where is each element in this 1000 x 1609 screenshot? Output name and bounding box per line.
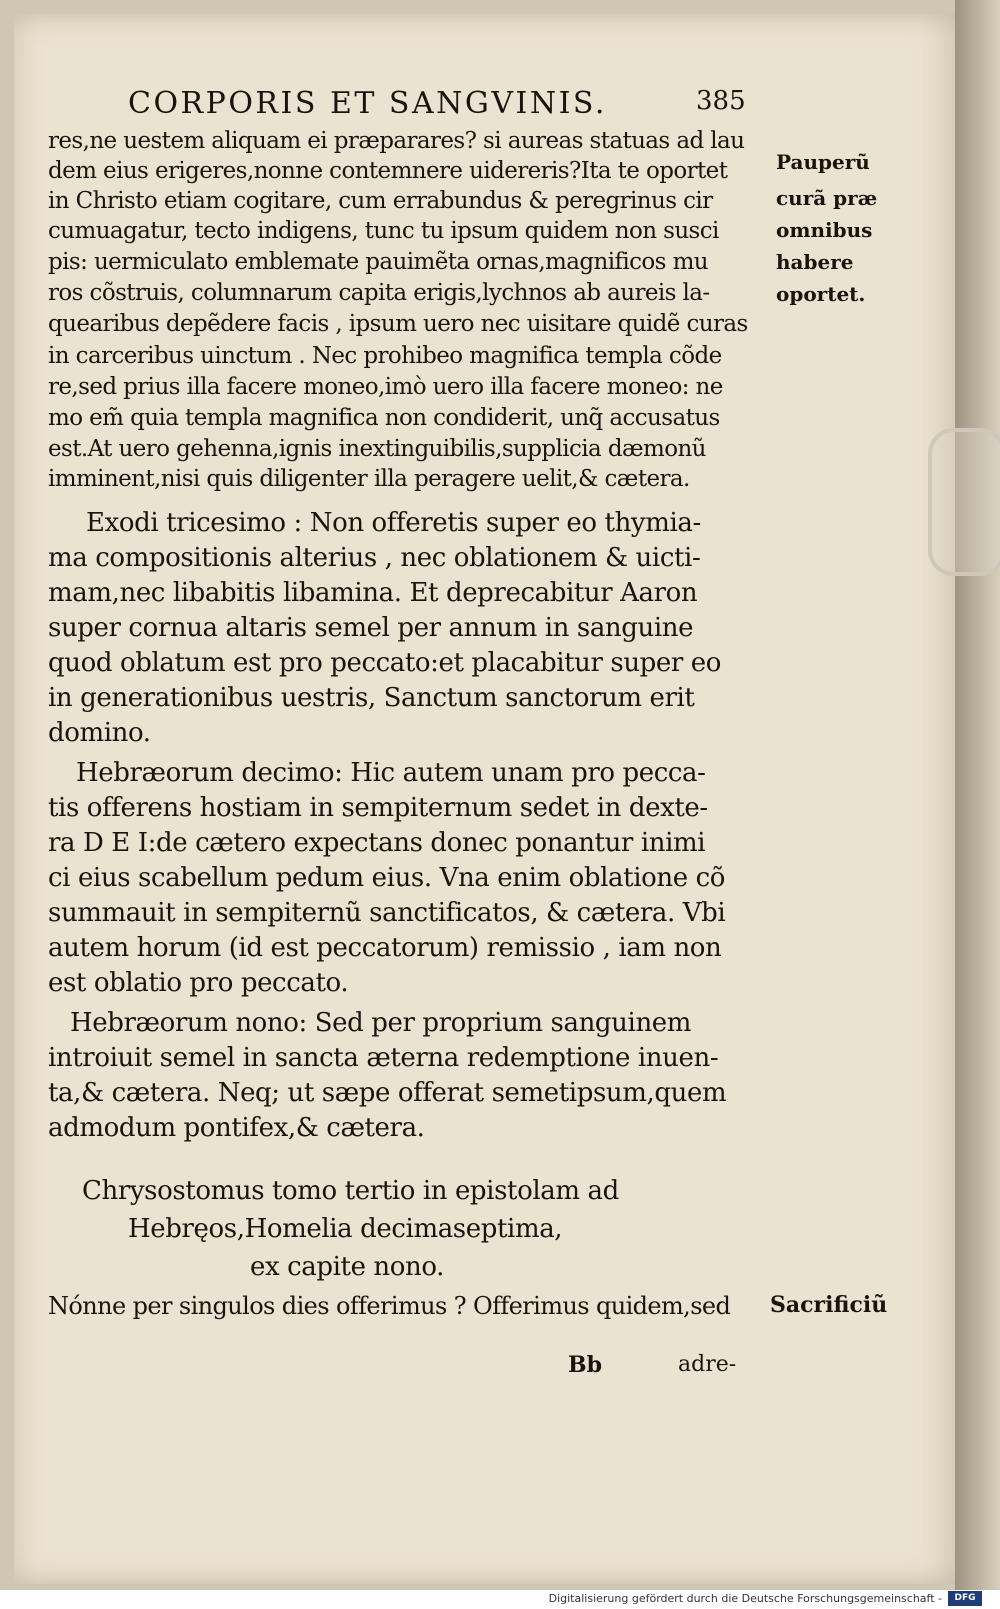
text-line: re,sed prius illa facere moneo,imò uero illa facere moneo: ne: [48, 374, 723, 400]
page-clip: [928, 428, 1000, 576]
text-line: res,ne uestem aliquam ei præparares? si aureas statuas ad lau: [48, 128, 745, 154]
page-number: 385: [696, 86, 746, 116]
text-line: admodum pontifex,& cætera.: [48, 1113, 425, 1143]
footer-credit: Digitalisierung gefördert durch die Deutsche Forschungsgemeinschaft -: [548, 1592, 942, 1605]
text-line: mo em̃ quia templa magnifica non condiderit, unq̃ accusatus: [48, 405, 720, 431]
text-line: mam,nec libabitis libamina. Et deprecabitur Aaron: [48, 578, 698, 608]
text-line: quearibus depẽdere facis , ipsum uero nec uisitare quidẽ curas: [48, 311, 748, 337]
margin-line: Pauperũ: [776, 150, 870, 174]
text-line: est oblatio pro peccato.: [48, 968, 349, 998]
text-line: quod oblatum est pro peccato:et placabitur super eo: [48, 648, 722, 678]
text-line: summauit in sempiternũ sanctificatos, & cætera. Vbi: [48, 898, 726, 928]
running-title: CORPORIS ET SANGVINIS.: [128, 86, 607, 121]
margin-line: habere: [776, 250, 854, 274]
text-line: super cornua altaris semel per annum in sanguine: [48, 613, 694, 643]
text-line: Nónne per singulos dies offerimus ? Offerimus quidem,sed: [48, 1292, 731, 1320]
text-line: ra D E I:de cætero expectans donec ponantur inimi: [48, 828, 706, 858]
text-line: dem eius erigeres,nonne contemnere uidereris?Ita te oportet: [48, 158, 728, 184]
text-line: ros cõstruis, columnarum capita erigis,lychnos ab aureis la-: [48, 280, 710, 306]
text-line: ma compositionis alterius , nec oblationem & uicti-: [48, 543, 701, 573]
text-line: in Christo etiam cogitare, cum errabundus & peregrinus cir: [48, 188, 713, 214]
text-line: pis: uermiculato emblemate pauimẽta ornas,magnificos mu: [48, 249, 709, 275]
text-line: est.At uero gehenna,ignis inextinguibilis,supplicia dæmonũ: [48, 436, 706, 462]
text-line: Hebræorum nono: Sed per proprium sanguinem: [70, 1008, 692, 1038]
heading-line: Hebręos,Homelia decimaseptima,: [128, 1214, 563, 1244]
text-line: Exodi tricesimo : Non offeretis super eo thymia-: [86, 508, 701, 538]
text-line: introiuit semel in sancta æterna redemptione inuen-: [48, 1043, 719, 1073]
catchword: adre-: [678, 1352, 737, 1377]
gutter-shadow: [955, 0, 1000, 1609]
margin-line: omnibus: [776, 218, 873, 242]
margin-line: curã præ: [776, 186, 878, 210]
text-line: Hebræorum decimo: Hic autem unam pro pecca-: [76, 758, 706, 788]
text-line: domino.: [48, 718, 151, 748]
text-line: ci eius scabellum pedum eius. Vna enim oblatione cõ: [48, 863, 725, 893]
margin-line: oportet.: [776, 282, 866, 306]
marginal-note-2: Sacrificiũ: [770, 1292, 888, 1318]
text-line: autem horum (id est peccatorum) remissio , iam non: [48, 933, 722, 963]
text-line: in carceribus uinctum . Nec prohibeo magnifica templa cõde: [48, 343, 722, 369]
text-line: in generationibus uestris, Sanctum sanctorum erit: [48, 683, 695, 713]
text-line: cumuagatur, tecto indigens, tunc tu ipsum quidem non susci: [48, 218, 719, 244]
signature-mark: Bb: [568, 1352, 602, 1378]
text-line: tis offerens hostiam in sempiternum sedet in dexte-: [48, 793, 708, 823]
text-line: ta,& cætera. Neq; ut sæpe offerat semetipsum,quem: [48, 1078, 727, 1108]
text-line: imminent,nisi quis diligenter illa peragere uelit,& cætera.: [48, 466, 690, 492]
dfg-logo-icon: DFG: [948, 1591, 982, 1606]
heading-line: Chrysostomus tomo tertio in epistolam ad: [82, 1176, 619, 1206]
heading-line: ex capite nono.: [250, 1252, 445, 1282]
